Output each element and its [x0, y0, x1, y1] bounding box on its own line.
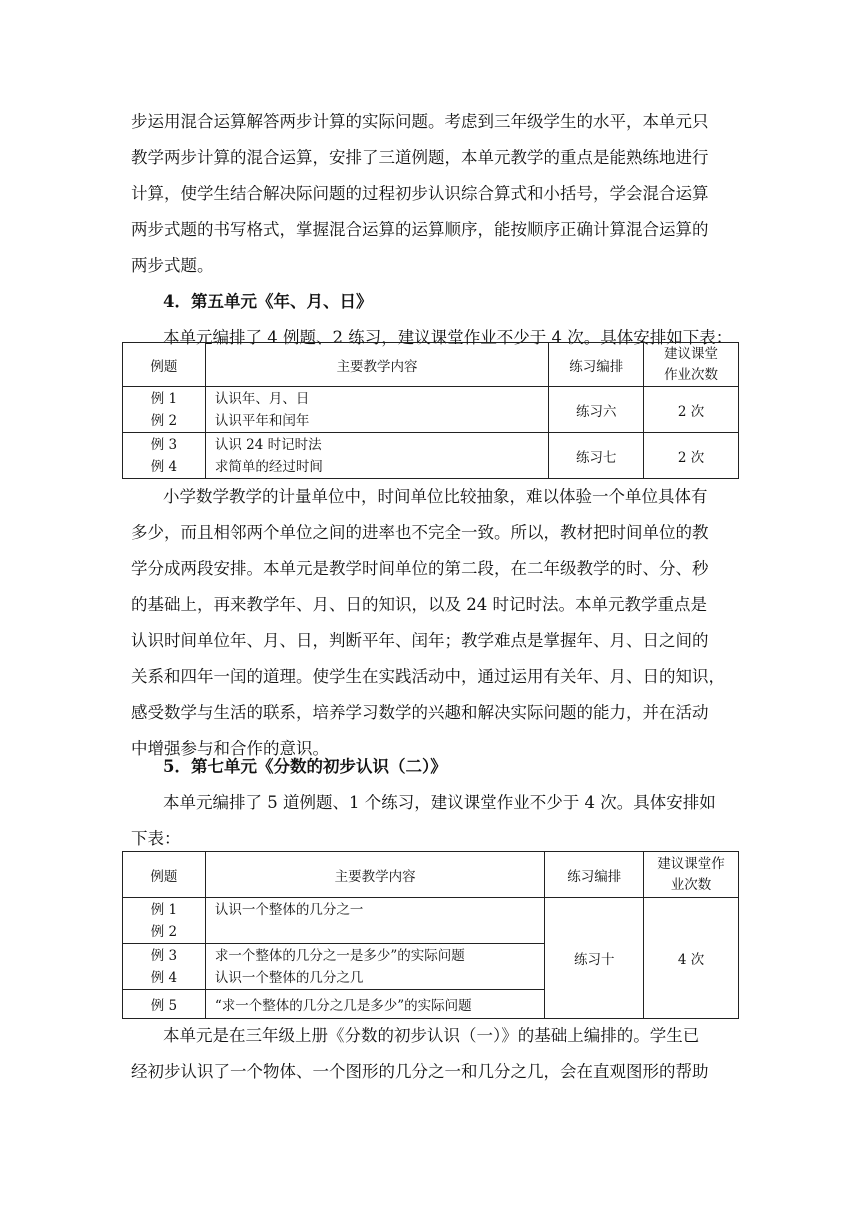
paragraph-line: 步运用混合运算解答两步计算的实际问题。考虑到三年级学生的水平，本单元只	[131, 112, 709, 131]
header-homework-line: 建议课堂	[664, 345, 719, 362]
example-label: 例 1	[150, 390, 178, 407]
paragraph-line: 认识时间单位年、月、日，判断平年、闰年；教学难点是掌握年、月、日之间的	[131, 631, 709, 650]
header-practice: 练习编排	[545, 852, 644, 898]
times-cell: 2 次	[644, 387, 739, 433]
content-line: 认识平年和闰年	[214, 412, 310, 429]
content-line: 认识一个整体的几分之几	[214, 969, 364, 986]
header-example: 例题	[123, 852, 206, 898]
content-line: 求简单的经过时间	[214, 458, 323, 475]
practice-cell: 练习六	[549, 387, 644, 433]
example-cell	[123, 944, 206, 990]
example-cell: 例 5	[123, 990, 206, 1019]
content-line: 认识 24 时记时法	[214, 436, 322, 453]
paragraph-line: 计算，使学生结合解决际问题的过程初步认识综合算式和小括号，学会混合运算	[131, 184, 709, 203]
section-heading: 4．第五单元《年、月、日》	[163, 292, 373, 311]
header-example: 例题	[123, 343, 206, 387]
example-label: 例 1	[150, 901, 178, 918]
example-cell	[123, 898, 206, 944]
times-cell: 4 次	[644, 898, 739, 1019]
content-cell	[205, 944, 544, 990]
content-cell	[205, 898, 544, 944]
paragraph-line: 教学两步计算的混合运算，安排了三道例题，本单元教学的重点是能熟练地进行	[131, 148, 709, 167]
example-label: 例 3	[150, 947, 178, 964]
table-row	[123, 433, 739, 479]
paragraph-line: 关系和四年一闰的道理。使学生在实践活动中，通过运用有关年、月、日的知识，	[131, 667, 725, 686]
header-content: 主要教学内容	[205, 852, 544, 898]
schedule-table	[122, 851, 739, 1019]
section-intro: 本单元编排了 5 道例题、1 个练习，建议课堂作业不少于 4 次。具体安排如	[163, 793, 716, 812]
content-cell	[205, 387, 548, 433]
paragraph-line: 中增强参与和合作的意识。	[131, 739, 329, 758]
table-row	[123, 898, 739, 944]
header-homework	[644, 343, 739, 387]
example-label: 例 3	[150, 436, 178, 453]
paragraph-line: 本单元是在三年级上册《分数的初步认识（一）》的基础上编排的。学生已	[163, 1026, 700, 1045]
example-label: 例 4	[150, 458, 178, 475]
table-header-row	[123, 852, 739, 898]
times-cell: 2 次	[644, 433, 739, 479]
section-intro: 本单元编排了 4 例题、2 练习，建议课堂作业不少于 4 次。具体安排如下表：	[163, 328, 733, 347]
paragraph-line: 感受数学与生活的联系，培养学习数学的兴趣和解决实际问题的能力，并在活动	[131, 703, 709, 722]
example-cell	[123, 387, 206, 433]
content-cell: “求一个整体的几分之几是多少”的实际问题	[205, 990, 544, 1019]
example-label: 例 2	[150, 923, 178, 940]
content-line: 认识一个整体的几分之一	[214, 902, 364, 918]
content-line: 求一个整体的几分之一是多少”的实际问题	[214, 947, 465, 964]
header-content: 主要教学内容	[205, 343, 548, 387]
table-row	[123, 387, 739, 433]
example-label: 例 4	[150, 969, 178, 986]
section-heading: 5．第七单元《分数的初步认识（二）》	[163, 757, 447, 776]
paragraph-line: 小学数学教学的计量单位中，时间单位比较抽象，难以体验一个单位具体有	[163, 487, 708, 506]
practice-cell: 练习十	[545, 898, 644, 1019]
table-header-row	[123, 343, 739, 387]
header-homework-line: 作业次数	[664, 366, 719, 383]
content-cell	[205, 433, 548, 479]
paragraph-line: 经初步认识了一个物体、一个图形的几分之一和几分之几，会在直观图形的帮助	[131, 1062, 709, 1081]
example-label: 例 2	[150, 412, 178, 429]
paragraph-line: 的基础上，再来教学年、月、日的知识，以及 24 时记时法。本单元教学重点是	[131, 595, 707, 614]
content-line: 认识年、月、日	[214, 390, 310, 407]
schedule-table	[122, 342, 739, 479]
header-practice: 练习编排	[549, 343, 644, 387]
paragraph-line: 多少，而且相邻两个单位之间的进率也不完全一致。所以，教材把时间单位的教	[131, 523, 709, 542]
paragraph-line: 两步式题。	[131, 256, 214, 275]
header-homework-line: 业次数	[670, 876, 712, 893]
paragraph-line: 两步式题的书写格式，掌握混合运算的运算顺序，能按顺序正确计算混合运算的	[131, 220, 709, 239]
paragraph-line: 学分成两段安排。本单元是教学时间单位的第二段，在二年级教学的时、分、秒	[131, 559, 709, 578]
section-intro: 下表：	[131, 829, 181, 848]
example-cell	[123, 433, 206, 479]
practice-cell: 练习七	[549, 433, 644, 479]
header-homework	[644, 852, 739, 898]
header-homework-line: 建议课堂作	[657, 855, 725, 872]
